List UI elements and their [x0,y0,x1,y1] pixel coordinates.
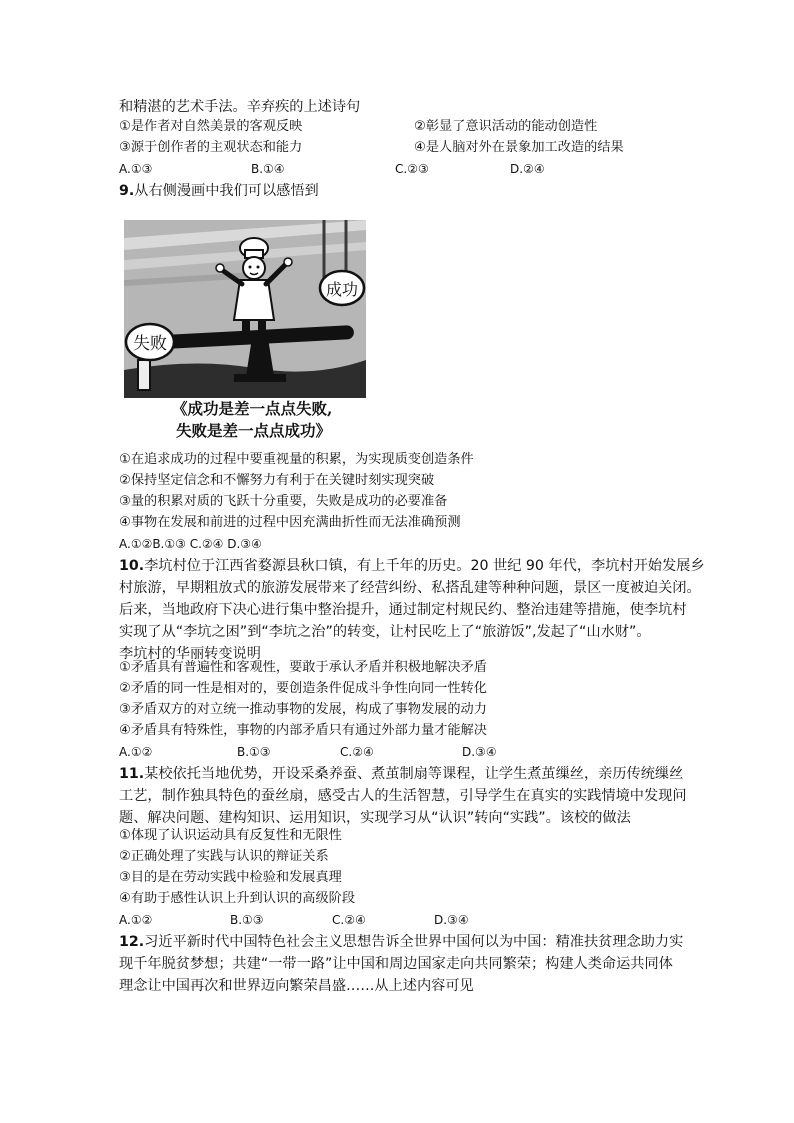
q10-option-d: D.③④ [462,745,497,759]
q10-number: 10. [119,558,145,574]
q8-option-c: C.②③ [395,162,429,176]
q8-statement-2: ②彰显了意识活动的能动创造性 [414,119,598,134]
q10-stem-text-1: 李坑村位于江西省婺源县秋口镇，有上千年的历史。20 世纪 90 年代，李坑村开始发展乡 [144,558,705,574]
q11-number: 11. [119,766,145,782]
q12-stem-text-1: 习近平新时代中国特色社会主义思想告诉全世界中国何以为中国：精准扶贫理念助力实 [144,934,684,950]
q9-statement-1: ①在追求成功的过程中要重视量的积累，为实现质变创造条件 [119,452,474,467]
q8-statement-3: ③源于创作者的主观状态和能力 [119,140,303,155]
q10-option-c: C.②④ [340,745,374,759]
q11-option-c: C.②④ [332,913,366,927]
q10-stem-line-4: 实现了从“李坑之困”到“李坑之治”的转变，让村民吃上了“旅游饭”,发起了“山水财”。 [119,624,651,640]
q8-statement-4: ④是人脑对外在景象加工改造的结果 [414,140,624,155]
q11-statement-1: ①体现了认识运动具有反复性和无限性 [119,828,342,843]
q11-statement-2: ②正确处理了实践与认识的辩证关系 [119,849,329,864]
q9-options: A.①②B.①③ C.②④ D.③④ [119,537,262,551]
q10-statement-2: ②矛盾的同一性是相对的，要创造条件促成斗争性向同一性转化 [119,681,487,696]
label-success: 成功 [325,280,359,299]
q8-statement-1: ①是作者对自然美景的客观反映 [119,119,303,134]
q9-number: 9. [119,183,135,199]
q10-statement-4: ④矛盾具有特殊性，事物的内部矛盾只有通过外部力量才能解决 [119,723,487,738]
q12-stem-line-1 [119,931,683,953]
cartoon-image [124,220,366,398]
q10-stem-line-5: 李坑村的华丽转变说明 [119,646,261,662]
q9-statement-4: ④事物在发展和前进的过程中因充满曲折性而无法准确预测 [119,515,461,530]
q10-option-a: A.①② [119,745,153,759]
q12-stem-line-2: 现千年脱贫梦想；共建“一带一路”让中国和周边国家走向共同繁荣；构建人类命运共同体 [119,956,673,972]
q10-statement-3: ③矛盾双方的对立统一推动事物的发展，构成了事物发展的动力 [119,702,487,717]
q11-statement-4: ④有助于感性认识上升到认识的高级阶段 [119,891,356,906]
q11-statement-3: ③目的是在劳动实践中检验和发展真理 [119,870,342,885]
cartoon-caption-line-1: 《成功是差一点点失败, [172,399,333,418]
q12-stem-line-3: 理念让中国再次和世界迈向繁荣昌盛……从上述内容可见 [119,978,474,994]
q9-stem [119,180,319,202]
q9-statement-2: ②保持坚定信念和不懈努力有利于在关键时刻实现突破 [119,473,435,488]
label-fail: 失败 [133,334,167,354]
q11-option-b: B.①③ [230,913,264,927]
q11-stem-line-3: 题、解决问题、建构知识、运用知识，实现学习从“认识”转向“实践”。该校的做法 [119,810,631,826]
q10-option-b: B.①③ [237,745,271,759]
q9-stem-text: 从右侧漫画中我们可以感悟到 [134,183,319,199]
q11-stem-line-1 [119,763,683,785]
q12-number: 12. [119,934,145,950]
cartoon-caption-line-2: 失败是差一点点成功》 [176,421,332,440]
q8-option-b: B.①④ [251,162,285,176]
q9-statement-3: ③量的积累对质的飞跃十分重要，失败是成功的必要准备 [119,494,448,509]
q11-stem-line-2: 工艺，制作独具特色的蚕丝扇，感受古人的生活智慧，引导学生在真实的实践情境中发现问 [119,788,687,804]
q11-option-a: A.①② [119,913,153,927]
q8-option-a: A.①③ [119,162,153,176]
q8-option-d: D.②④ [510,162,545,176]
q10-stem-line-2: 村旅游，早期粗放式的旅游发展带来了经营纠纷、私搭乱建等种种问题，景区一度被迫关闭。 [119,580,701,596]
q8-stem-continuation: 和精湛的艺术手法。辛弃疾的上述诗句 [119,99,361,115]
q10-statement-1: ①矛盾具有普遍性和客观性，要敢于承认矛盾并积极地解决矛盾 [119,660,487,675]
q10-stem-line-1 [119,555,705,577]
q10-stem-line-3: 后来，当地政府下决心进行集中整治提升，通过制定村规民约、整治违建等措施，使李坑村 [119,602,687,618]
q11-option-d: D.③④ [434,913,469,927]
q11-stem-text-1: 某校依托当地优势，开设采桑养蚕、煮茧制扇等课程，让学生煮茧缫丝，亲历传统缫丝 [144,766,684,782]
